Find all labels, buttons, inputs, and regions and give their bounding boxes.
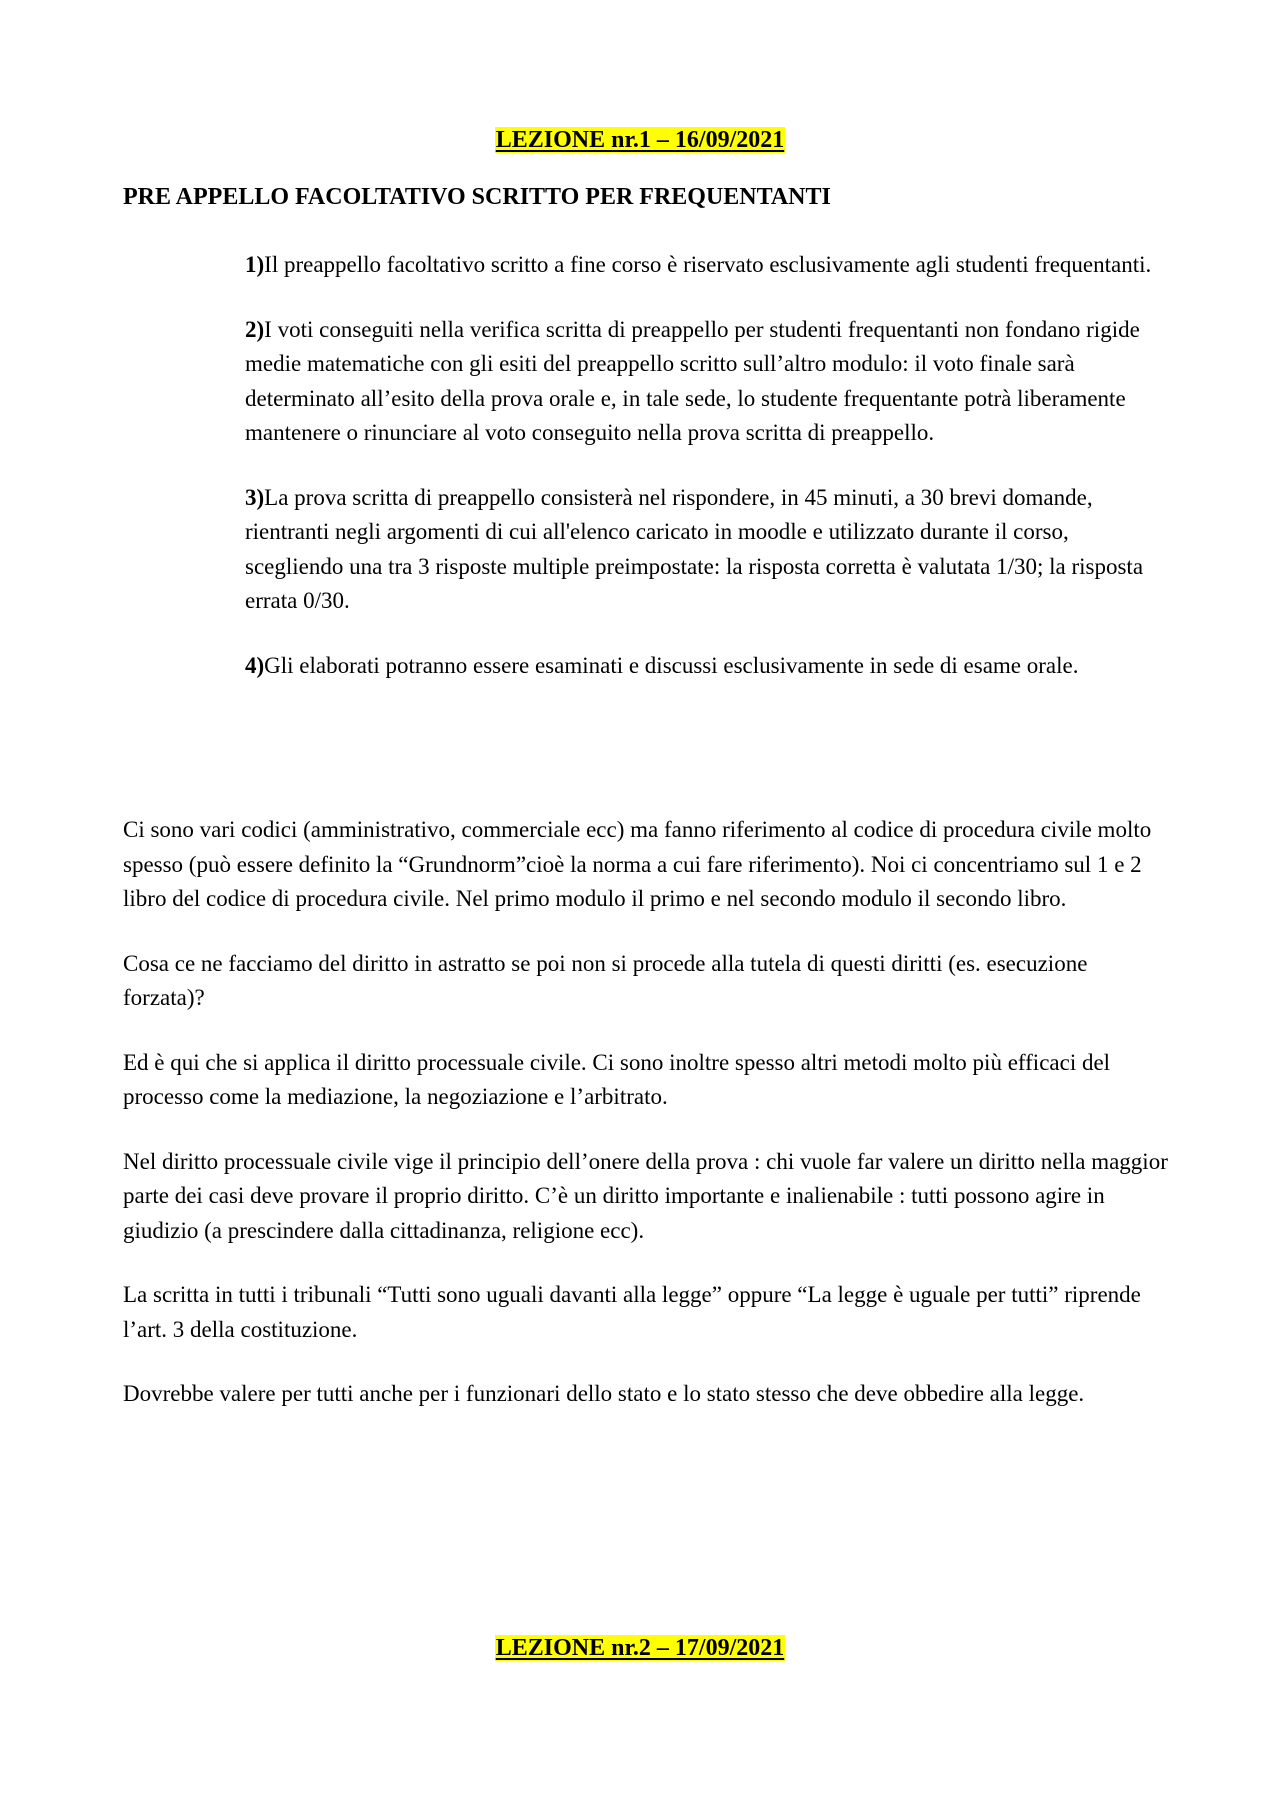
list-item-text: La prova scritta di preappello consisterà nel rispondere, in 45 minuti, a 30 brevi domande, rientranti negli argomenti di cui all'elenco caricato in moodle e utilizzato durante il corso, scegliendo una tra 3 risposte multiple preimpostate: la risposta corretta è valutata 1/30; la risposta errata 0/30. — [245, 484, 1144, 613]
list-item-text: Il preappello facoltativo scritto a fine corso è riservato esclusivamente agli studenti frequentanti. — [264, 252, 1152, 277]
section-title: PRE APPELLO FACOLTATIVO SCRITTO PER FREQUENTANTI — [123, 184, 831, 210]
rules-list — [245, 248, 1170, 713]
lesson-2-title: LEZIONE nr.2 – 17/09/2021 — [495, 1635, 785, 1661]
list-item-text: I voti conseguiti nella verifica scritta di preappello per studenti frequentanti non fondano rigide medie matematiche con gli esiti del preappello scritto sull’altro modulo: il voto finale sarà determinato all’esito della prova orale e, in tale sede, lo studente frequentante potrà liberamente mantenere o rinunciare al voto conseguito nella prova scritta di preappello. — [245, 316, 1140, 445]
list-item — [245, 313, 1170, 451]
paragraph: Ci sono vari codici (amministrativo, commerciale ecc) ma fanno riferimento al codice di procedura civile molto spesso (può essere definito la “Grundnorm”cioè la norma a cui fare riferimento). Noi ci concentriamo sul 1 e 2 libro del codice di procedura civile. Nel primo modulo il primo e nel secondo modulo il secondo libro. — [123, 817, 1152, 911]
list-item-number: 1) — [245, 252, 265, 277]
paragraph: Ed è qui che si applica il diritto processuale civile. Ci sono inoltre spesso altri metodi molto più efficaci del processo come la mediazione, la negoziazione e l’arbitrato. — [123, 1049, 1111, 1109]
body-text — [123, 813, 1168, 1442]
lesson-1-title: LEZIONE nr.1 – 16/09/2021 — [495, 127, 785, 153]
list-item-number: 2) — [245, 316, 265, 342]
list-item-text: Gli elaborati potranno essere esaminati e discussi esclusivamente in sede di esame orale. — [264, 652, 1079, 678]
list-item — [245, 248, 1170, 283]
list-item-number: 4) — [245, 652, 265, 678]
lesson-1-heading — [0, 125, 1280, 155]
lesson-2-heading — [0, 1633, 1280, 1663]
list-item — [245, 649, 1170, 684]
paragraph: La scritta in tutti i tribunali “Tutti sono uguali davanti alla legge” oppure “La legge è uguale per tutti” riprende l’art. 3 della costituzione. — [123, 1282, 1141, 1342]
paragraph: Nel diritto processuale civile vige il principio dell’onere della prova : chi vuole far valere un diritto nella maggior parte dei casi deve provare il proprio diritto. C’è un diritto importante e inalienabile : tutti possono agire in giudizio (a prescindere dalla cittadinanza, religione ecc). — [123, 1148, 1168, 1243]
paragraph: Dovrebbe valere per tutti anche per i funzionari dello stato e lo stato stesso che deve obbedire alla legge. — [123, 1381, 1085, 1406]
paragraph: Cosa ce ne facciamo del diritto in astratto se poi non si procede alla tutela di questi diritti (es. esecuzione forzata)? — [123, 950, 1088, 1010]
list-item — [245, 481, 1170, 619]
list-item-number: 3) — [245, 484, 265, 510]
